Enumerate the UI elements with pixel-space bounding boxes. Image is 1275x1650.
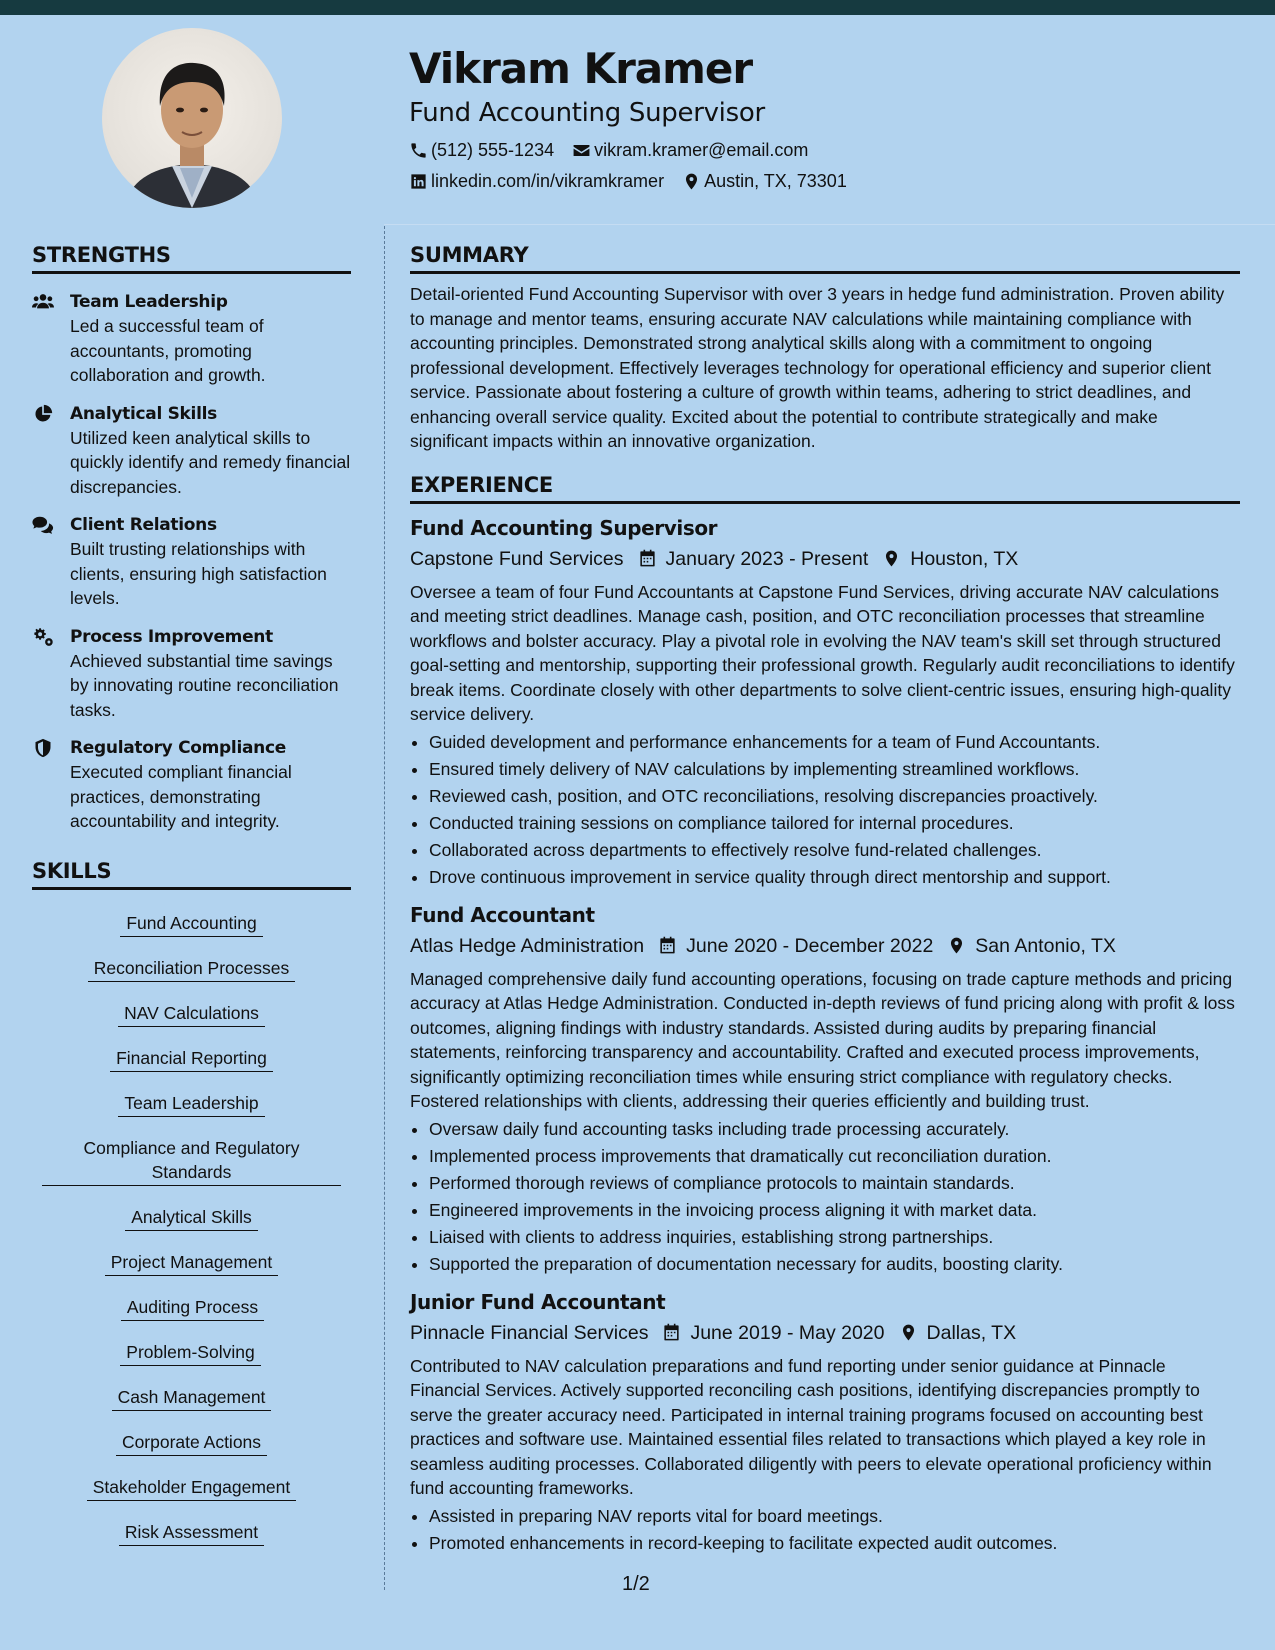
page-number: 1/2 [622,1573,650,1595]
job-meta [410,544,1240,574]
job-location: San Antonio, TX [975,934,1116,957]
skills-heading: SKILLS [32,858,351,890]
linkedin-icon [409,172,428,191]
skill-tag: Stakeholder Engagement [87,1471,297,1501]
linkedin-text: linkedin.com/in/vikramkramer [431,171,665,191]
strength-title: Client Relations [70,515,217,535]
strength-desc: Utilized keen analytical skills to quickly identify and remedy financial discrepancies. [70,427,351,497]
job-bullet: • Implemented process improvements that dramatically cut reconciliation duration. [429,1143,1240,1170]
strength-item [32,736,351,834]
job-bullets [410,1503,1240,1557]
strength-item [32,625,351,723]
skill-tag: Analytical Skills [125,1201,258,1231]
skill-tag: Project Management [105,1246,278,1276]
job-meta [410,931,1240,961]
skill-tag: Compliance and Regulatory Standards [42,1132,341,1186]
job-bullet: • Engineered improvements in the invoicing process aligning it with market data. [429,1197,1240,1224]
experience-heading: EXPERIENCE [410,472,1240,504]
skill-tag: NAV Calculations [118,997,265,1027]
strength-title: Analytical Skills [70,403,217,424]
job-description: Contributed to NAV calculation preparations and fund reporting under senior guidance at Pinnacle Financial Services. Actively supported reconciling cash positions, identifying discrepancies promptly to serve the greater accuracy need. Participated in internal training programs focused on accounting best practices and software use. Maintained essential files related to transactions which played a key role in seamless auditing processes. Collaborated diligently with peers to elevate operational proficiency within fund accounting frameworks. [410,1355,1212,1498]
job-location: Houston, TX [910,547,1019,570]
skill-tag: Problem-Solving [120,1336,260,1366]
job-bullet: • Drove continuous improvement in service quality through direct mentorship and support. [429,864,1240,891]
contact-location [682,169,847,193]
email-text: vikram.kramer@email.com [594,140,809,160]
job-bullet: • Conducted training sessions on compliance tailored for internal procedures. [429,810,1240,837]
summary-text: Detail-oriented Fund Accounting Supervisor with over 3 years in hedge fund administration. Proven ability to manage and mentor teams, ensuring accurate NAV calculations while maintaining compliance with accounting principles. Demonstrated strong analytical skills along with a commitment to ongoing professional development. Effectively leverages technology for operational efficiency and superior client service. Passionate about fostering a culture of growth within teams, adhering to strict deadlines, and enhancing overall service quality. Excited about the potential to contribute strategically and make significant impacts within an innovative organization. [410,284,1225,451]
contact-phone[interactable] [409,138,554,162]
job-bullets [410,729,1240,891]
job-dates: June 2019 - May 2020 [690,1321,885,1344]
strength-desc: Led a successful team of accountants, promoting collaboration and growth. [70,316,266,385]
job-meta [410,1318,1240,1348]
calendar-icon [638,549,657,568]
job-bullets [410,1116,1240,1278]
envelope-icon [572,141,591,160]
job-company: Atlas Hedge Administration [410,934,645,957]
contact-email[interactable] [572,138,808,162]
strength-desc: Executed compliant financial practices, demonstrating accountability and integrity. [70,762,292,831]
skills-list [32,902,351,1556]
left-column [32,242,351,1556]
skill-tag: Cash Management [112,1381,272,1411]
job-description: Oversee a team of four Fund Accountants at Capstone Fund Services, driving accurate NAV calculations and meeting strict deadlines. Manage cash, position, and OTC reconciliation processes that streamline workflows and bolster accuracy. Play a pivotal role in evolving the NAV team's skill set through structured goal-setting and mentorship, supporting their professional growth. Regularly audit reconciliations to identify break items. Coordinate closely with other departments to solve client-centric issues, ensuring high-quality service delivery. [410,581,1235,724]
map-pin-icon [682,172,701,191]
strength-title: Team Leadership [70,292,228,312]
calendar-icon [658,936,677,955]
skill-tag: Team Leadership [118,1087,264,1117]
job-entry [410,1288,1240,1557]
job-description: Managed comprehensive daily fund accounting operations, focusing on trade capture methods and pricing accuracy at Atlas Hedge Administration. Conducted in-depth reviews of fund pricing along with profit & loss outcomes, aligning findings with industry standards. Assisted during audits by preparing financial statements, reinforcing transparency and accountability. Crafted and executed process improvements, significantly optimizing reconciliation times while ensuring strict compliance with regulatory checks. Fostered relationships with clients, addressing their queries efficiently and building trust. [410,968,1235,1111]
right-column [410,242,1240,1557]
job-bullet: • Supported the preparation of documentation necessary for audits, boosting clarity. [429,1251,1240,1278]
candidate-name: Vikram Kramer [409,44,753,93]
column-divider [384,226,385,1590]
job-bullet: • Guided development and performance enhancements for a team of Fund Accountants. [429,729,1240,756]
job-title: Fund Accountant [410,902,595,927]
job-bullet: • Liaised with clients to address inquiries, establishing strong partnerships. [429,1224,1240,1251]
job-bullet: • Ensured timely delivery of NAV calculations by implementing streamlined workflows. [429,756,1240,783]
candidate-title: Fund Accounting Supervisor [409,98,765,128]
contact-row-1 [409,138,1249,162]
job-bullet: • Reviewed cash, position, and OTC reconciliations, resolving discrepancies proactively. [429,783,1240,810]
job-company: Pinnacle Financial Services [410,1321,649,1344]
calendar-icon [662,1323,681,1342]
pie-chart-icon [32,404,54,424]
profile-photo-illustration [102,28,282,208]
job-bullet: • Performed thorough reviews of compliance protocols to maintain standards. [429,1170,1240,1197]
location-text: Austin, TX, 73301 [704,171,847,191]
summary-heading: SUMMARY [410,242,1240,274]
strength-desc: Built trusting relationships with clients, ensuring high satisfaction levels. [70,539,327,608]
job-bullet: • Promoted enhancements in record-keeping to facilitate expected audit outcomes. [429,1530,1240,1557]
top-accent-bar [0,0,1275,15]
shield-icon [32,738,54,758]
skill-tag: Financial Reporting [110,1042,273,1072]
map-pin-icon [947,936,966,955]
strength-title: Process Improvement [70,626,273,647]
contact-row-2 [409,169,1249,193]
skill-tag: Corporate Actions [116,1426,267,1456]
job-dates: January 2023 - Present [665,547,869,570]
strength-desc: Achieved substantial time savings by innovating routine reconciliation tasks. [70,650,339,720]
job-company: Capstone Fund Services [410,547,624,570]
phone-text: (512) 555-1234 [431,140,555,160]
strengths-heading: STRENGTHS [32,242,351,274]
strength-item [32,513,351,611]
job-bullet: • Collaborated across departments to effectively resolve fund-related challenges. [429,837,1240,864]
job-title: Fund Accounting Supervisor [410,515,718,540]
header-divider [384,224,1275,225]
job-location: Dallas, TX [926,1321,1017,1344]
map-pin-icon [882,549,901,568]
gears-icon [32,627,54,647]
skill-tag: Fund Accounting [120,907,262,937]
job-entry [410,901,1240,1278]
job-title: Junior Fund Accountant [410,1289,666,1314]
comments-icon [32,515,54,535]
job-dates: June 2020 - December 2022 [686,934,934,957]
strength-title: Regulatory Compliance [70,738,286,758]
users-icon [32,292,54,312]
job-bullet: • Oversaw daily fund accounting tasks including trade processing accurately. [429,1116,1240,1143]
resume-header [409,42,1249,193]
skill-tag: Auditing Process [121,1291,264,1321]
skill-tag: Risk Assessment [119,1516,264,1546]
map-pin-icon [899,1323,918,1342]
skill-tag: Reconciliation Processes [88,952,296,982]
strength-item [32,290,351,388]
profile-photo [102,28,282,208]
job-entry [410,514,1240,891]
contact-linkedin[interactable] [409,169,664,193]
job-bullet: • Assisted in preparing NAV reports vital for board meetings. [429,1503,1240,1530]
strength-item [32,402,351,500]
phone-icon [409,141,428,160]
